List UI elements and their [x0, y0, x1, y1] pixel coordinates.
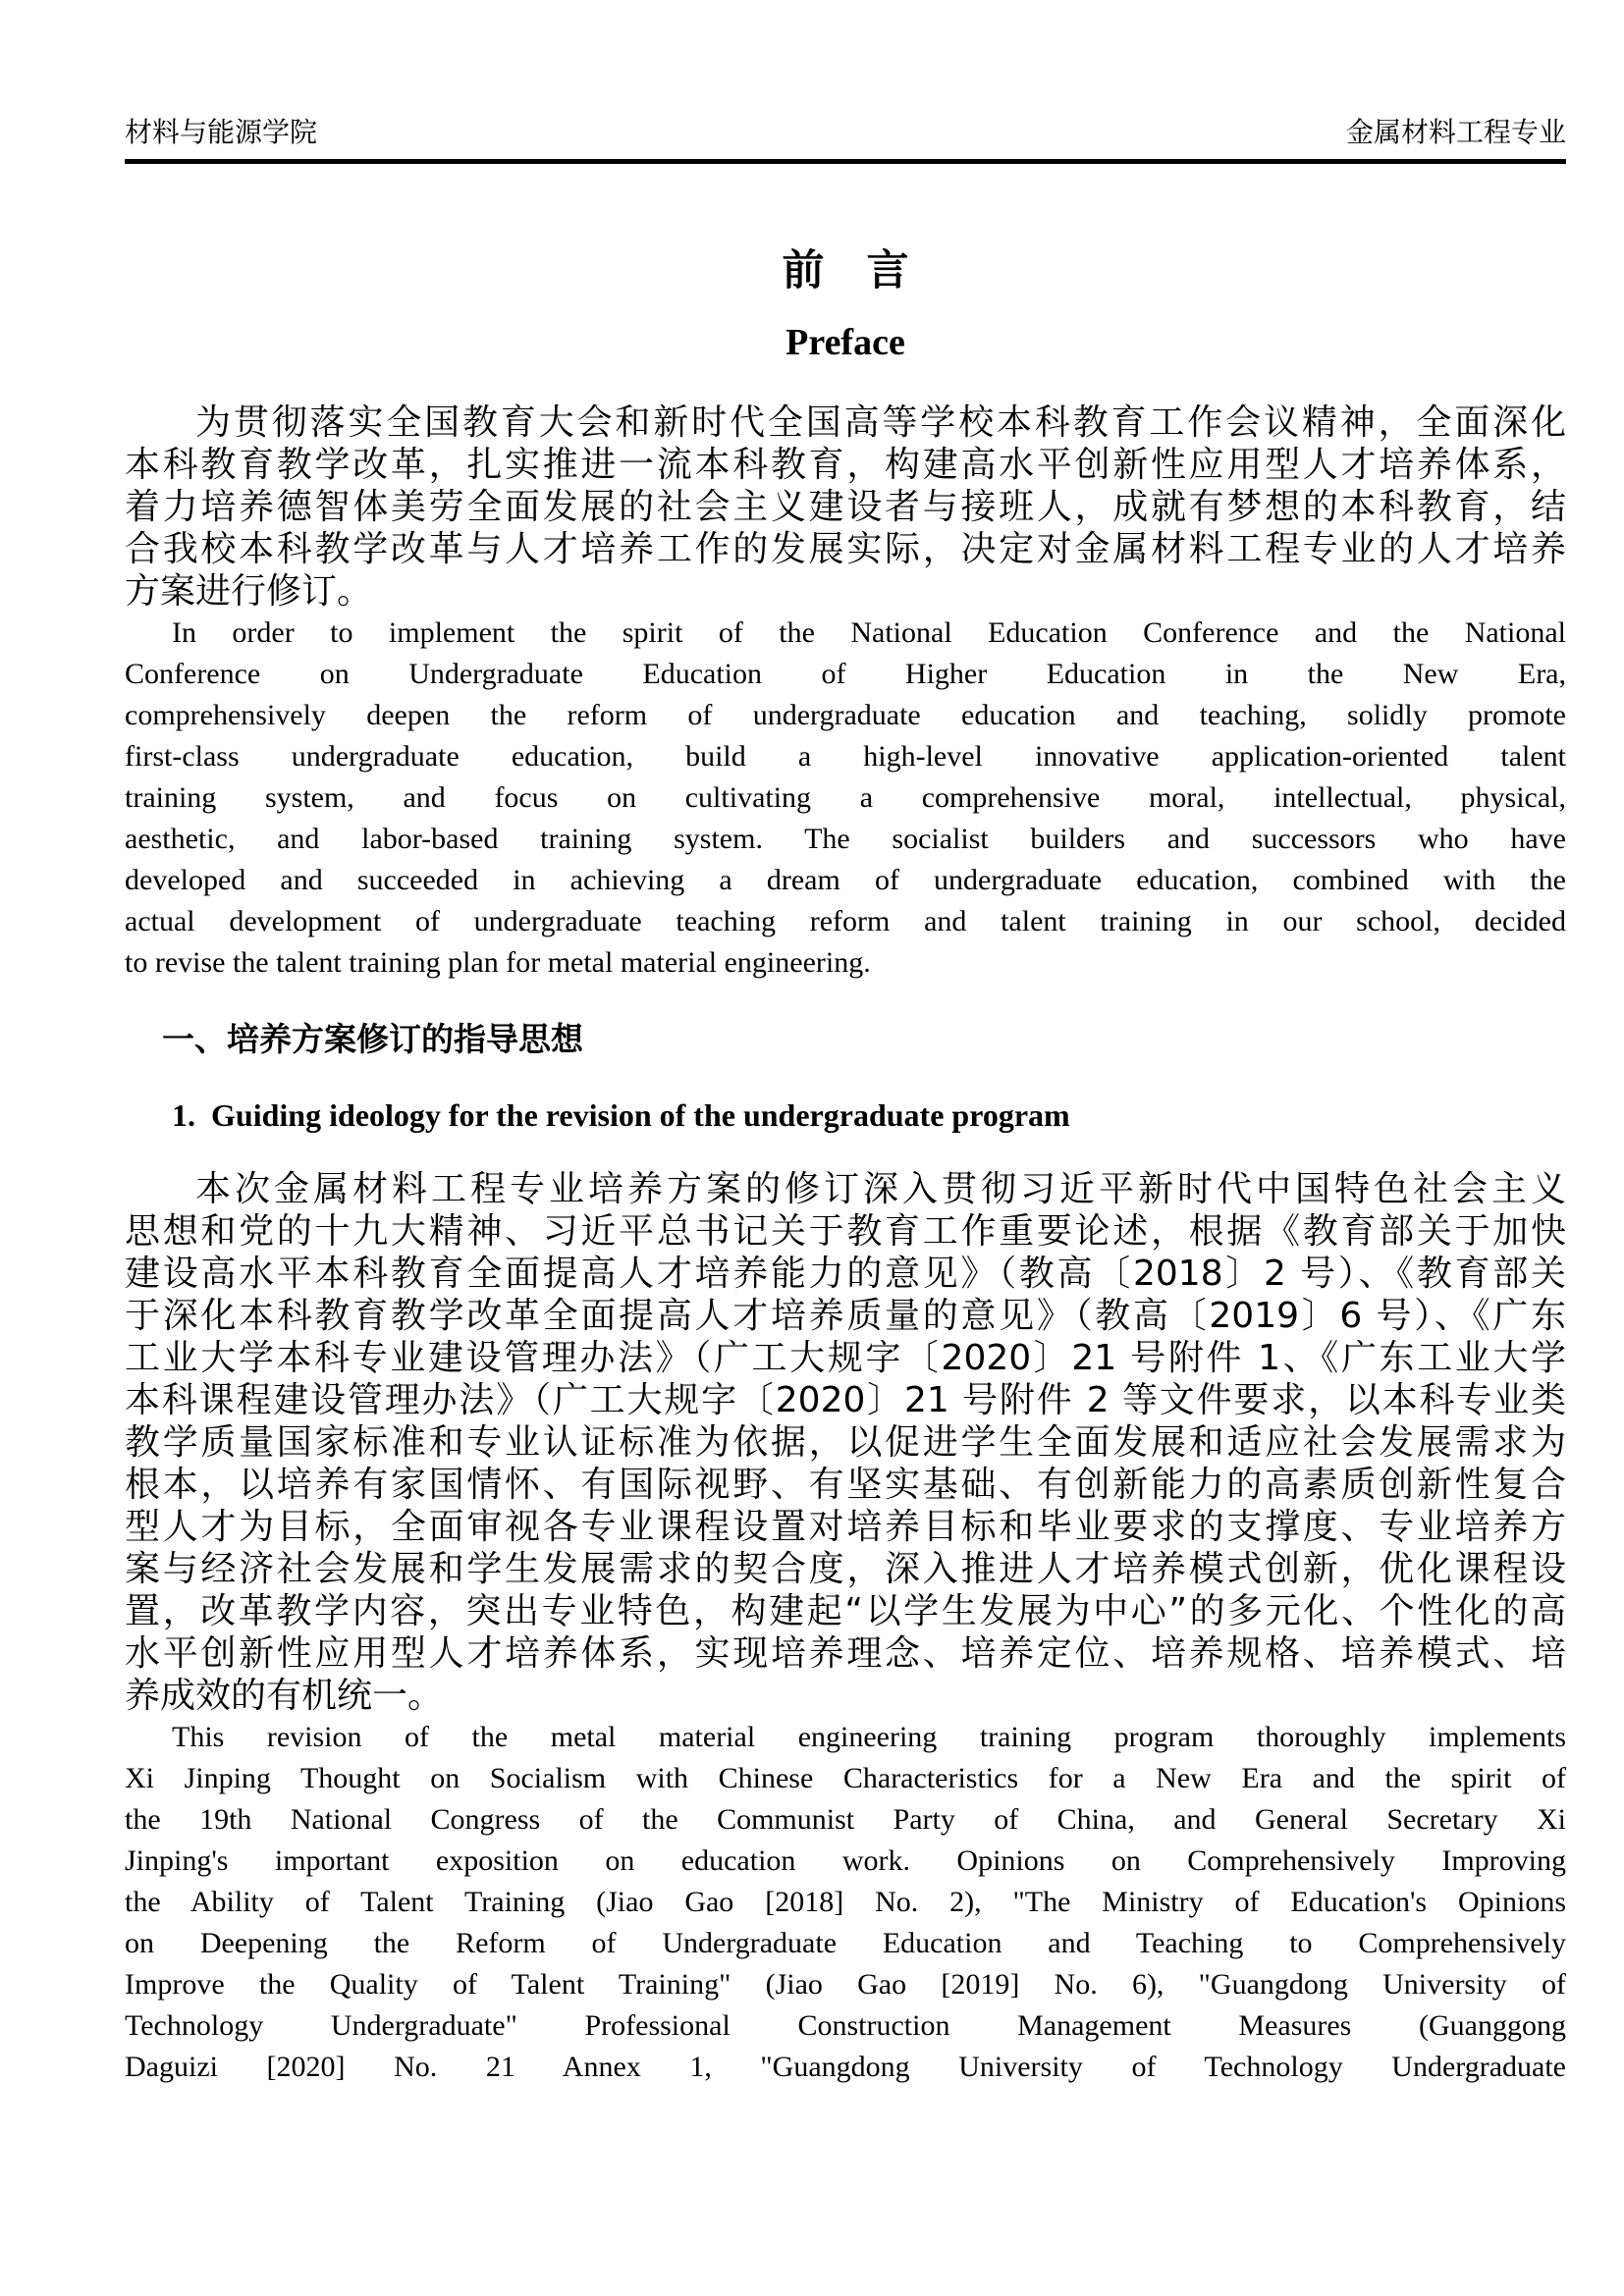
text-line: 于深化本科教育教学改革全面提高人才培养质量的意见》（教高〔2019〕6 号）、《广东 — [125, 1296, 1566, 1336]
text-line: first-class undergraduate education, build a high-level innovative application-oriented talent — [125, 740, 1566, 773]
doc-title-en: Preface — [785, 322, 905, 363]
header-right-major: 金属材料工程专业 — [1345, 116, 1566, 148]
text-line: 型人才为目标，全面审视各专业课程设置对培养目标和毕业要求的支撑度、专业培养方 — [125, 1507, 1566, 1547]
text-line: the Ability of Talent Training (Jiao Gao [2018] No. 2), "The Ministry of Education's Opinions — [125, 1886, 1566, 1918]
text-line: on Deepening the Reform of Undergraduate Education and Teaching to Comprehensively — [125, 1927, 1566, 1959]
paragraph-en-1 — [125, 613, 1566, 984]
text-line: Technology Undergraduate" Professional Construction Management Measures (Guanggong — [125, 2009, 1566, 2042]
text-line: 根本，以培养有家国情怀、有国际视野、有坚实基础、有创新能力的高素质创新性复合 — [125, 1465, 1566, 1505]
header-rule — [125, 159, 1566, 164]
section-heading-en: 1. Guiding ideology for the revision of the undergraduate program — [172, 1097, 1070, 1133]
text-line: training system, and focus on cultivating a comprehensive moral, intellectual, physical, — [125, 781, 1566, 814]
text-line: Xi Jinping Thought on Socialism with Chinese Characteristics for a New Era and the spirit of — [125, 1762, 1566, 1794]
text-line: the 19th National Congress of the Communist Party of China, and General Secretary Xi — [125, 1803, 1566, 1836]
text-line: to revise the talent training plan for metal material engineering. — [125, 946, 871, 979]
paragraph-cn-1 — [125, 401, 1566, 613]
text-line: actual development of undergraduate teaching reform and talent training in our school, decided — [125, 905, 1566, 937]
text-line: 教学质量国家标准和专业认证标准为依据，以促进学生全面发展和适应社会发展需求为 — [125, 1422, 1566, 1463]
text-line: Improve the Quality of Talent Training" (Jiao Gao [2019] No. 6), "Guangdong University of — [125, 1968, 1566, 2001]
header-left-college: 材料与能源学院 — [125, 116, 318, 148]
text-line: aesthetic, and labor-based training system. The socialist builders and successors who have — [125, 823, 1566, 855]
section-heading-cn: 一、培养方案修订的指导思想 — [162, 1020, 583, 1058]
text-line: 本科课程建设管理办法》（广工大规字〔2020〕21 号附件 2 等文件要求，以本科专业类 — [125, 1380, 1566, 1420]
text-line: 着力培养德智体美劳全面发展的社会主义建设者与接班人，成就有梦想的本科教育，结 — [125, 487, 1566, 527]
page-header — [125, 116, 1566, 149]
paragraph-en-2 — [125, 1717, 1566, 2088]
text-line: Daguizi [2020] No. 21 Annex 1, "Guangdong University of Technology Undergraduate — [125, 2051, 1566, 2083]
doc-title-cn: 前 言 — [782, 246, 909, 295]
paragraph-cn-2 — [125, 1168, 1566, 1717]
text-line: 建设高水平本科教育全面提高人才培养能力的意见》（教高〔2018〕2 号）、《教育部关 — [125, 1254, 1566, 1294]
text-line: 合我校本科教学改革与人才培养工作的发展实际，决定对金属材料工程专业的人才培养 — [125, 529, 1566, 569]
text-line: 水平创新性应用型人才培养体系，实现培养理念、培养定位、培养规格、培养模式、培 — [125, 1633, 1566, 1674]
text-line: 工业大学本科专业建设管理办法》（广工大规字〔2020〕21 号附件 1、《广东工业大学 — [125, 1338, 1566, 1378]
text-line: 方案进行修订。 — [125, 571, 373, 612]
text-line: 本科教育教学改革，扎实推进一流本科教育，构建高水平创新性应用型人才培养体系， — [125, 445, 1566, 485]
text-line: 案与经济社会发展和学生发展需求的契合度，深入推进人才培养模式创新，优化课程设 — [125, 1549, 1566, 1589]
text-line: 为贯彻落实全国教育大会和新时代全国高等学校本科教育工作会议精神，全面深化 — [195, 402, 1566, 443]
text-line: 置，改革教学内容，突出专业特色，构建起“以学生发展为中心”的多元化、个性化的高 — [125, 1591, 1566, 1631]
text-line: 思想和党的十九大精神、习近平总书记关于教育工作重要论述，根据《教育部关于加快 — [125, 1211, 1566, 1252]
text-line: In order to implement the spirit of the National Education Conference and the National — [172, 616, 1566, 649]
text-line: Jinping's important exposition on education work. Opinions on Comprehensively Improving — [125, 1844, 1566, 1877]
text-line: Conference on Undergraduate Education of Higher Education in the New Era, — [125, 658, 1566, 690]
text-line: 本次金属材料工程专业培养方案的修订深入贯彻习近平新时代中国特色社会主义 — [195, 1169, 1566, 1209]
text-line: 养成效的有机统一。 — [125, 1676, 444, 1716]
text-line: This revision of the metal material engineering training program thoroughly implements — [172, 1721, 1566, 1753]
text-line: comprehensively deepen the reform of undergraduate education and teaching, solidly promote — [125, 699, 1566, 731]
text-line: developed and succeeded in achieving a dream of undergraduate education, combined with the — [125, 864, 1566, 896]
